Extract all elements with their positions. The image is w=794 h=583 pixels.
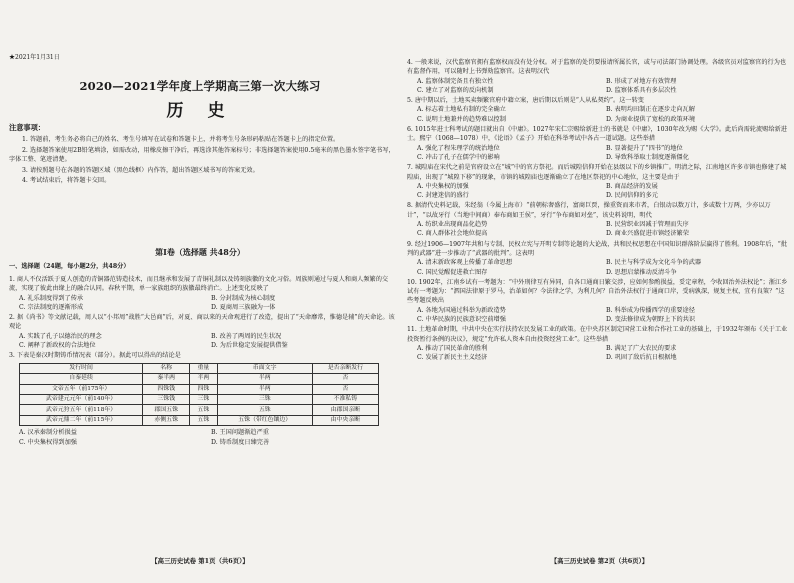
table-cell: 否	[312, 374, 378, 384]
table-cell: 五铢	[217, 405, 312, 415]
option-group	[9, 428, 397, 447]
question-stem: 5. 唐中期以后，土地买卖频繁官府中籍立案，唐后期以后则是“人从私契约”。这一转变	[407, 97, 644, 105]
table-cell: 三铢钱	[143, 395, 190, 405]
option-a: A. 实践了孔子以德治民的理念	[19, 332, 102, 340]
table-row	[20, 415, 379, 425]
question-7	[407, 163, 789, 200]
option-group	[407, 344, 789, 363]
question-8	[407, 201, 789, 238]
subject-title: 历 史	[166, 101, 234, 121]
option-c: C. 说明土地兼并的趋势难以控制	[417, 115, 506, 123]
notice-item: 1. 答题前，考生务必将自己的姓名、考生号填写在试卷和答题卡上，并将考生号条形码粘贴在答题卡上的指定位置。	[22, 135, 340, 143]
table-header: 重量	[190, 363, 218, 373]
option-b: B. 王国问题渐趋严重	[211, 429, 269, 437]
option-c: C. 阐释了新政权的合法地位	[19, 342, 96, 350]
option-group	[407, 105, 789, 124]
option-c: C. 冲击了孔子在儒学中的影响	[417, 153, 500, 161]
option-d: D. 夏商周三族融为一体	[211, 303, 276, 311]
table-row	[20, 405, 379, 415]
notice-item: 4. 考试结束后，将答题卡交回。	[22, 177, 111, 185]
option-d: D. 巩固了敌后抗日根据地	[606, 354, 677, 362]
table-cell: 由中央亲断	[312, 415, 378, 425]
option-group	[407, 77, 789, 96]
table-row	[20, 374, 379, 384]
table-row	[20, 384, 379, 394]
question-list-left	[9, 275, 397, 448]
question-stem: 10. 1902年，江南乡试有一考题为：“中外刑律互有异同，自各口通商日繁交涉，应如何参酌损益，妥定章程，令收回治外法权论”；浙江乡试有一考题为：“泗国法律原于罗马，治革如何？今法律之学，为利几何？自治外法权行于通商口岸，受病孰深，规复主权，宜有良策？”这些考题反映出	[407, 278, 788, 305]
option-a: A. 纺织业出现商品化趋势	[417, 221, 488, 229]
option-d: D. 监察体系具有多层次性	[606, 86, 677, 94]
option-group	[407, 220, 789, 239]
question-3	[9, 351, 397, 447]
option-b: B. 形成了对地方有效管理	[606, 77, 677, 85]
option-a: A. 中央集权的加强	[417, 182, 469, 190]
table-header: 发行时间	[20, 363, 143, 373]
option-d: D. 导致科举取士制度逐渐僵化	[606, 153, 689, 161]
option-c: C. 中央集权得到加强	[19, 438, 77, 446]
table-cell: 文帝五年（前175年）	[20, 384, 143, 394]
question-stem: 8. 据清代史料记载，朱经翁（今属上海市）“前朝标奢盛行，富商巨贾，操重资而来市者，白银动以数万计，多或数十万两，少亦以万计”，“以故牙行（当地中间商）奉布商如王侯”，牙行“争布商如对垒”，该史料说明，明代	[407, 202, 771, 219]
option-b: B. 民主与科学成为文化斗争的武器	[606, 259, 702, 267]
option-group	[9, 332, 397, 351]
question-10	[407, 278, 789, 324]
question-4	[407, 58, 789, 95]
option-d: D. 民间信仰的多元	[606, 192, 658, 200]
question-list-right	[407, 58, 789, 364]
option-c: C. 封建迷信的盛行	[417, 192, 469, 200]
option-a: A. 各地为国通过科举为新政造势	[417, 306, 506, 314]
table-header-row	[20, 363, 379, 373]
table-cell: 三铢	[190, 395, 218, 405]
page-footer-left: 【高三历史试卷 第1页（共6页）】	[151, 557, 249, 566]
question-stem: 7. 城隍庙在宋代之前是官府设立在“城”中的官方祭祀。而后城隍信仰开始在县级以下的乡镇推广。明清之际，江南地区许多市镇也修建了城隍庙，出现了“城隍下移”的现象，市镇的城隍庙也逐渐确立了在地区祭祀的中心地位，这主要是由于	[407, 164, 787, 181]
exam-date: ★2021年1月31日	[9, 54, 60, 61]
table-cell: 武帝元鼎二年（前115年）	[20, 415, 143, 425]
section-title: 一、选择题（24题，每小题2分，共48分）	[9, 263, 130, 270]
option-b: B. 满足了广大农民的要求	[606, 344, 677, 352]
option-group	[407, 306, 789, 325]
notice-item: 3. 请按照题号在各题的答题区域（黑色线框）内作答，超出答题区域书写的答案无效。	[22, 166, 259, 174]
option-b: B. 分封制成为核心制度	[211, 294, 276, 302]
option-a: A. 标志着土地私有制的完全确立	[417, 106, 506, 114]
option-a: A. 汉承秦制分析损益	[19, 429, 77, 437]
option-d: D. 思想启蒙推动反清斗争	[606, 268, 677, 276]
table-header: 是否亲断发行	[312, 363, 378, 373]
option-b: B. 显著提升了“四书”的地位	[606, 144, 683, 152]
table-cell: 武帝建元元年（前140年）	[20, 395, 143, 405]
table-header: 币面文字	[217, 363, 312, 373]
table-row	[20, 395, 379, 405]
question-9	[407, 240, 789, 277]
table-cell: 郡国五铢	[143, 405, 190, 415]
table-cell: 五铢	[190, 405, 218, 415]
option-d: D. 为后世稳定发展提供借鉴	[211, 342, 288, 350]
question-stem: 11. 土地革命时期，中共中央在实行扶持农民发展工业的政策。在中央苏区制定国营工业和合作社工业的基础上，于1932年颁布《关于工业投资暂行条例的决议》，规定“允许私人资本自由投资经营工业”。这些举措	[407, 326, 788, 343]
table-cell: 秦半两	[143, 374, 190, 384]
option-c: C. 国民觉醒促进救亡图存	[417, 268, 488, 276]
option-a: A. 监察体制完备且有独立性	[417, 77, 494, 85]
option-a: A. 礼乐制度得到了传承	[19, 294, 84, 302]
notice-title: 注意事项：	[9, 123, 45, 132]
question-1	[9, 275, 397, 312]
option-c: C. 建立了对监察的反向机制	[417, 86, 494, 94]
option-c: C. 中华民族的民族意识空前增强	[417, 316, 506, 324]
option-d: D. 商业兴盛促进市镇经济繁荣	[606, 230, 689, 238]
option-group	[407, 258, 789, 277]
table-cell: 不准私铸	[312, 395, 378, 405]
coin-table	[19, 363, 379, 427]
notice-item: 2. 选择题答案使用2B铅笔填涂，如需改动，用橡皮擦干净后，再选涂其他答案标号；非选择题答案使用0.5毫米的黑色墨水签字笔书写，字体工整、笔迹清楚。	[9, 146, 395, 163]
question-stem: 2. 据《尚书》等文献记载，周人以“小邦周”战胜“大邑商”后，对夏、商以来的天命观进行了改造，提出了“天命靡常，惟德是辅”的天命论。该观论	[9, 314, 395, 331]
option-c: C. 发展了新民主主义经济	[417, 354, 488, 362]
table-cell: 半两	[217, 374, 312, 384]
option-group	[9, 294, 397, 313]
option-b: B. 科举成为传播西学的重要途径	[606, 306, 695, 314]
question-stem: 9. 经过1906—1907年共和与专制、民权立宪与开明专制等论题的大论战，共和民权思想在中国知识群落阶层赢得了胜利。1908年后，“批判的武器”进一步推动了“武器的批判”。这表明	[407, 240, 788, 257]
option-a: A. 清末新政客观上传播了革命思想	[417, 259, 513, 267]
option-d: D. 为商业提供了宽松的政策环境	[606, 115, 696, 123]
option-b: B. 表明均田制正在逐步走向瓦解	[606, 106, 695, 114]
option-group	[407, 144, 789, 163]
table-cell: 半两	[217, 384, 312, 394]
option-c: C. 宗法制度的逐渐形成	[19, 303, 84, 311]
table-cell: 武帝元狩五年（前118年）	[20, 405, 143, 415]
question-6	[407, 125, 789, 162]
table-cell: 自秦延续	[20, 374, 143, 384]
question-2	[9, 313, 397, 350]
question-5	[407, 96, 789, 124]
exam-title: 2020—2021学年度上学期高三第一次大练习	[79, 79, 321, 93]
option-c: C. 商人群体社会地位提高	[417, 230, 488, 238]
table-cell: 四铢钱	[143, 384, 190, 394]
question-stem: 4. 一般来说，汉代监察官拥有监察权而没有处分权。对于监察的处罚要报请所属长官，或与司法部门协调处理。各级官员对监察官的行为也有监督作用，可以随时上书弹劾监察官。这表明汉代	[407, 59, 787, 76]
table-cell: 五铢（带红色镶边）	[217, 415, 312, 425]
page-footer-right: 【高三历史试卷 第2页（共6页）】	[550, 557, 649, 566]
question-stem: 6. 1015年进士科考试的题目就出自《中庸》。1027年宋仁宗赐给新进士的书就是《中庸》，1030年改为赐《大学》。此后尚需轮流赐给新进士。熙宁（1068—1078）中，《论语》《孟子》开始在科举考试中各占一道试题。这些举措	[407, 126, 787, 143]
option-b: B. 商品经济的发展	[606, 182, 658, 190]
question-11	[407, 325, 789, 362]
table-cell: 否	[312, 384, 378, 394]
table-header: 名称	[143, 363, 190, 373]
option-b: B. 民营织业因减于管理而失序	[606, 221, 689, 229]
option-a: A. 推动了国民革命的胜利	[417, 344, 488, 352]
table-cell: 半两	[190, 374, 218, 384]
notice-section	[9, 123, 397, 187]
table-cell: 五铢	[190, 415, 218, 425]
option-b: B. 改善了两周的民生状况	[211, 332, 282, 340]
option-a: A. 强化了程朱理学的统治地位	[417, 144, 500, 152]
table-cell: 赤侧五铢	[143, 415, 190, 425]
table-cell: 四铢	[190, 384, 218, 394]
table-cell: 三铢	[217, 395, 312, 405]
question-stem: 1. 商人不仅活跃于夏人创造的青铜器范铸造技术，而且继承和发展了青铜礼制以及铸刻族徽的文化习俗。周族则通过与夏人和商人频繁的交流，实现了彼此由缘上的融合认同。春秋平期，单一家族组织的族徽最终消亡。上述变化反映了	[9, 276, 389, 293]
right-page	[405, 0, 794, 583]
table-cell: 由郡国亲断	[312, 405, 378, 415]
option-d: D. 变法修律成为朝野上下的共识	[606, 316, 696, 324]
option-group	[407, 182, 789, 201]
option-d: D. 铸币制度日臻完善	[211, 438, 270, 446]
part-title: 第Ⅰ卷（选择题 共48分）	[155, 247, 245, 257]
question-stem: 3. 下表是秦汉时期铸币情况表（部分）。据此可以得出的结论是	[9, 352, 181, 360]
